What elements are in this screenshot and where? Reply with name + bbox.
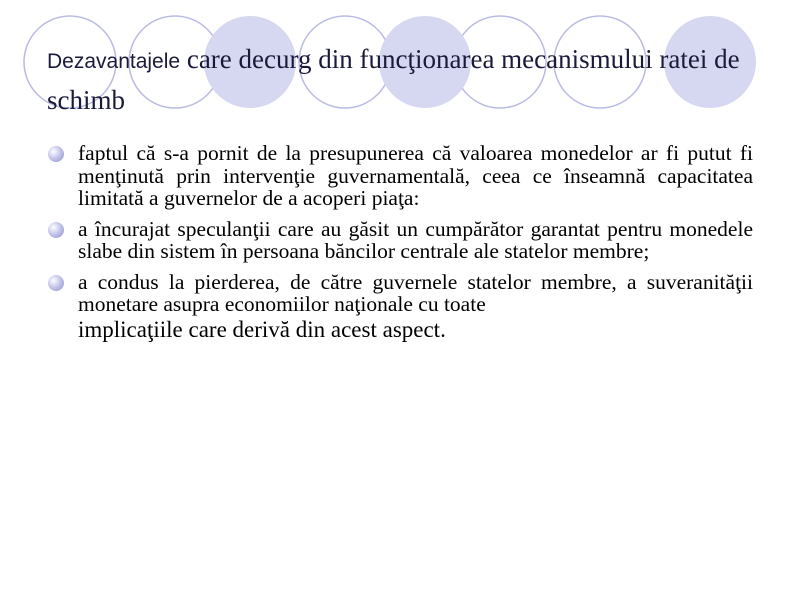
slide-title	[47, 40, 762, 119]
bullet-icon	[48, 222, 64, 238]
bullet-text-tail: implicaţiile care derivă din acest aspect.	[78, 316, 446, 342]
bullet-list	[48, 142, 753, 344]
bullet-icon	[48, 146, 64, 162]
bullet-item	[48, 218, 753, 263]
title-prefix: Dezavantajele	[47, 50, 181, 73]
title-rest: care decurg din funcţionarea mecanismului ratei de schimb	[47, 44, 740, 115]
bullet-icon	[48, 275, 64, 291]
bullet-item	[48, 271, 753, 344]
bullet-text: a încurajat speculanţii care au găsit un cumpărător garantat pentru monedele slabe din sistem în persoana băncilor centrale ale statelor membre;	[78, 216, 753, 263]
bullet-text: a condus la pierderea, de către guvernele statelor membre, a suveranităţii monetare asupra economiilor naţionale cu toate	[78, 269, 753, 316]
bullet-item	[48, 142, 753, 210]
bullet-text: faptul că s-a pornit de la presupunerea că valoarea monedelor ar fi putut fi menţinută prin intervenţie guvernamentală, ceea ce înseamnă capacitatea limitată a guvernelor de a acoperi piaţa:	[78, 141, 753, 210]
